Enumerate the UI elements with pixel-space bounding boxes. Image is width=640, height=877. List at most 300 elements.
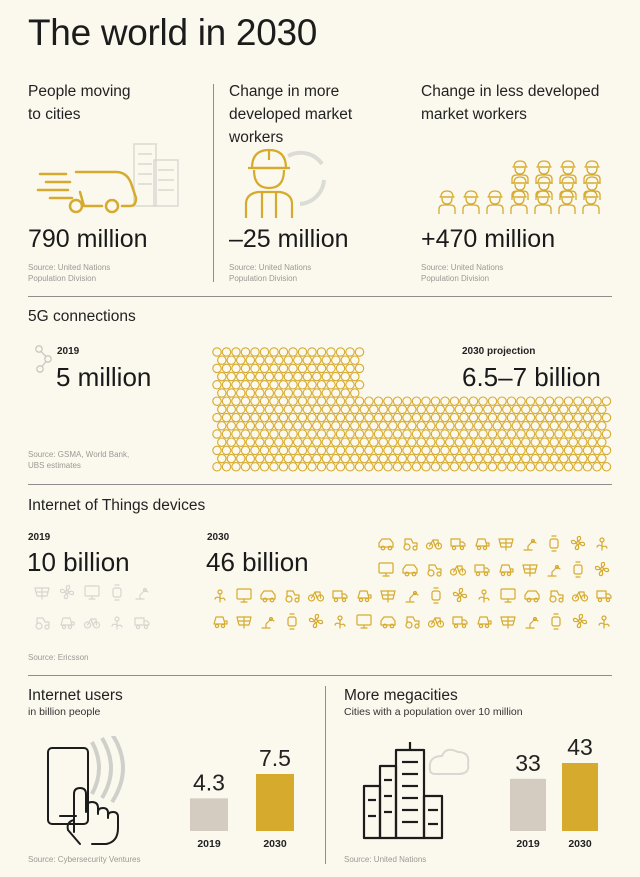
mixer-icon xyxy=(214,617,227,628)
section-divider xyxy=(28,296,612,297)
connection-dot xyxy=(360,405,368,413)
connection-dot xyxy=(446,405,454,413)
connection-dot xyxy=(294,422,302,430)
connection-dot xyxy=(389,422,397,430)
connection-dot xyxy=(265,405,273,413)
connection-dot xyxy=(560,454,568,462)
connection-dot xyxy=(265,356,273,364)
connection-dot xyxy=(284,405,292,413)
connection-dot xyxy=(398,422,406,430)
connection-dot xyxy=(465,405,473,413)
watch-icon xyxy=(574,562,582,577)
connection-dot xyxy=(422,413,430,421)
connection-dot xyxy=(422,430,430,438)
connection-dot xyxy=(412,397,420,405)
robot-arm-icon xyxy=(526,618,538,629)
connection-dot xyxy=(365,397,373,405)
connection-dot xyxy=(408,438,416,446)
connection-dot xyxy=(460,397,468,405)
less-developed-heading-line: Change in less developed xyxy=(421,83,600,100)
connection-dot xyxy=(279,446,287,454)
connection-dot xyxy=(422,463,430,471)
connection-dot xyxy=(284,454,292,462)
connection-dot xyxy=(341,405,349,413)
solar-icon xyxy=(501,617,515,628)
mixer-icon xyxy=(358,591,371,602)
connection-dot xyxy=(298,364,306,372)
connection-dot xyxy=(583,446,591,454)
connection-dot xyxy=(588,405,596,413)
connection-dot xyxy=(422,397,430,405)
five-g-heading: 5G connections xyxy=(28,308,136,325)
connection-dot xyxy=(260,413,268,421)
connection-dot xyxy=(602,413,610,421)
connection-dot xyxy=(284,372,292,380)
connection-dot xyxy=(370,438,378,446)
connection-dot xyxy=(507,463,515,471)
connection-dot xyxy=(260,430,268,438)
connection-dot xyxy=(526,430,534,438)
connection-dot xyxy=(384,397,392,405)
connection-dot xyxy=(493,405,501,413)
watch-icon xyxy=(113,585,121,600)
connection-dot xyxy=(403,463,411,471)
connection-dot xyxy=(317,430,325,438)
connection-dot xyxy=(569,405,577,413)
connection-dot xyxy=(517,413,525,421)
internet-users-source: Source: Cybersecurity Ventures xyxy=(28,855,141,864)
bar-value-label: 7.5 xyxy=(259,745,291,771)
watch-icon xyxy=(552,614,560,629)
connection-dot xyxy=(469,413,477,421)
connection-dot xyxy=(379,405,387,413)
connection-dot xyxy=(564,446,572,454)
delivery-van-icon xyxy=(36,132,186,220)
car-icon xyxy=(379,539,393,550)
connection-dot xyxy=(569,438,577,446)
connection-dot xyxy=(560,405,568,413)
column-divider xyxy=(213,84,214,282)
connection-dot xyxy=(275,454,283,462)
connection-dot xyxy=(588,422,596,430)
connection-dot xyxy=(275,389,283,397)
connection-dot xyxy=(355,446,363,454)
connection-dot xyxy=(232,463,240,471)
connection-dot xyxy=(237,454,245,462)
connection-dot xyxy=(545,413,553,421)
connection-dot xyxy=(503,438,511,446)
truck-icon xyxy=(451,539,465,550)
connection-dot xyxy=(417,454,425,462)
mixer-icon xyxy=(476,539,489,550)
iot-heading: Internet of Things devices xyxy=(28,497,206,514)
connection-dot xyxy=(298,413,306,421)
connection-dot xyxy=(550,405,558,413)
connection-dot xyxy=(351,438,359,446)
connection-dot xyxy=(275,422,283,430)
five-g-dot-pattern xyxy=(212,346,612,476)
monitor-icon xyxy=(357,615,371,628)
connection-dot xyxy=(332,372,340,380)
connection-dot xyxy=(488,446,496,454)
connection-dot xyxy=(308,446,316,454)
internet-users-subheading: in billion people xyxy=(28,706,101,718)
connection-dot xyxy=(545,397,553,405)
connection-dot xyxy=(574,397,582,405)
connection-dot xyxy=(213,446,221,454)
truck-icon xyxy=(333,591,347,602)
connection-dot xyxy=(246,405,254,413)
connection-dot xyxy=(227,454,235,462)
connection-dot xyxy=(251,364,259,372)
connection-dot xyxy=(289,430,297,438)
connection-dot xyxy=(522,454,530,462)
connection-dot xyxy=(222,348,230,356)
connection-dot xyxy=(275,356,283,364)
iot-source: Source: Ericsson xyxy=(28,653,89,662)
connection-dot xyxy=(555,463,563,471)
connection-dot xyxy=(303,389,311,397)
connection-dot xyxy=(298,430,306,438)
bar-year-label: 2030 xyxy=(568,838,592,850)
iot-devices-2019-icons xyxy=(30,582,160,642)
worker-figure-icon xyxy=(559,191,575,214)
connection-dot xyxy=(579,438,587,446)
connection-dot xyxy=(479,397,487,405)
connection-dot xyxy=(275,405,283,413)
connection-dot xyxy=(275,372,283,380)
connection-dot xyxy=(237,356,245,364)
connection-dot xyxy=(488,413,496,421)
connection-dot xyxy=(488,463,496,471)
connection-dot xyxy=(232,446,240,454)
flower-icon xyxy=(599,616,609,628)
fan-icon xyxy=(309,614,322,627)
connection-dot xyxy=(460,430,468,438)
connection-dot xyxy=(355,364,363,372)
connection-dot xyxy=(555,397,563,405)
connection-dot xyxy=(294,389,302,397)
connection-dot xyxy=(526,446,534,454)
connection-dot xyxy=(336,413,344,421)
connection-dot xyxy=(351,405,359,413)
connection-dot xyxy=(531,405,539,413)
connection-dot xyxy=(270,413,278,421)
connection-dot xyxy=(227,372,235,380)
robot-arm-icon xyxy=(524,540,536,551)
connection-dot xyxy=(384,413,392,421)
connection-dot xyxy=(598,454,606,462)
network-nodes-icon xyxy=(34,344,54,374)
megacities-heading: More megacities xyxy=(344,687,458,704)
connection-dot xyxy=(469,446,477,454)
connection-dot xyxy=(308,381,316,389)
connection-dot xyxy=(507,446,515,454)
tractor-icon xyxy=(404,539,417,550)
connection-dot xyxy=(237,372,245,380)
connection-dot xyxy=(355,430,363,438)
connection-dot xyxy=(455,454,463,462)
bar-value-label: 33 xyxy=(515,749,541,776)
truck-icon xyxy=(475,565,489,576)
connection-dot xyxy=(336,430,344,438)
moving-value: 790 million xyxy=(28,225,148,253)
connection-dot xyxy=(270,381,278,389)
connection-dot xyxy=(265,389,273,397)
connection-dot xyxy=(222,430,230,438)
flower-icon xyxy=(479,590,489,602)
connection-dot xyxy=(332,438,340,446)
fan-icon xyxy=(573,614,586,627)
connection-dot xyxy=(218,389,226,397)
connection-dot xyxy=(246,422,254,430)
connection-dot xyxy=(346,430,354,438)
connection-dot xyxy=(517,463,525,471)
solar-icon xyxy=(35,588,49,599)
connection-dot xyxy=(379,422,387,430)
connection-dot xyxy=(317,397,325,405)
connection-dot xyxy=(498,446,506,454)
connection-dot xyxy=(313,438,321,446)
connection-dot xyxy=(370,422,378,430)
connection-dot xyxy=(460,413,468,421)
connection-dot xyxy=(370,454,378,462)
connection-dot xyxy=(393,463,401,471)
connection-dot xyxy=(260,446,268,454)
connection-dot xyxy=(427,405,435,413)
connection-dot xyxy=(503,405,511,413)
watch-icon xyxy=(288,614,296,629)
connection-dot xyxy=(389,438,397,446)
connection-dot xyxy=(303,454,311,462)
connection-dot xyxy=(241,463,249,471)
connection-dot xyxy=(460,446,468,454)
connection-dot xyxy=(412,430,420,438)
connection-dot xyxy=(522,405,530,413)
connection-dot xyxy=(322,438,330,446)
connection-dot xyxy=(279,463,287,471)
connection-dot xyxy=(441,463,449,471)
connection-dot xyxy=(522,422,530,430)
watch-icon xyxy=(550,536,558,551)
connection-dot xyxy=(536,397,544,405)
connection-dot xyxy=(218,405,226,413)
developed-value: –25 million xyxy=(229,225,349,253)
connection-dot xyxy=(222,463,230,471)
connection-dot xyxy=(237,405,245,413)
connection-dot xyxy=(279,413,287,421)
connection-dot xyxy=(474,405,482,413)
mixer-icon xyxy=(478,617,491,628)
bike-icon xyxy=(429,618,444,627)
megacities-subheading: Cities with a population over 10 million xyxy=(344,706,523,718)
connection-dot xyxy=(227,405,235,413)
iot-devices-2030-icons xyxy=(210,533,620,643)
robot-arm-icon xyxy=(136,589,148,600)
connection-dot xyxy=(517,446,525,454)
connection-dot xyxy=(379,454,387,462)
connection-dot xyxy=(260,381,268,389)
connection-dot xyxy=(322,389,330,397)
connection-dot xyxy=(213,364,221,372)
truck-icon xyxy=(453,617,467,628)
connection-dot xyxy=(227,389,235,397)
connection-dot xyxy=(322,372,330,380)
connection-dot xyxy=(222,413,230,421)
connection-dot xyxy=(256,389,264,397)
connection-dot xyxy=(251,381,259,389)
monitor-icon xyxy=(237,589,251,602)
connection-dot xyxy=(232,348,240,356)
bar-year-label: 2030 xyxy=(263,838,287,850)
connection-dot xyxy=(237,389,245,397)
connection-dot xyxy=(227,356,235,364)
connection-dot xyxy=(531,422,539,430)
worker-figure-icon xyxy=(463,191,479,214)
truck-icon xyxy=(135,618,149,629)
connection-dot xyxy=(336,381,344,389)
connection-dot xyxy=(474,438,482,446)
connection-dot xyxy=(270,397,278,405)
connection-dot xyxy=(384,430,392,438)
connection-dot xyxy=(303,356,311,364)
bar-value-label: 43 xyxy=(567,734,593,760)
connection-dot xyxy=(517,430,525,438)
connection-dot xyxy=(526,463,534,471)
internet-users-heading: Internet users xyxy=(28,687,123,704)
connection-dot xyxy=(289,397,297,405)
connection-dot xyxy=(365,463,373,471)
connection-dot xyxy=(294,372,302,380)
connection-dot xyxy=(265,438,273,446)
connection-dot xyxy=(313,389,321,397)
connection-dot xyxy=(227,422,235,430)
connection-dot xyxy=(322,356,330,364)
connection-dot xyxy=(465,438,473,446)
connection-dot xyxy=(284,356,292,364)
connection-dot xyxy=(398,405,406,413)
connection-dot xyxy=(412,413,420,421)
connection-dot xyxy=(336,364,344,372)
five-g-value-2030: 6.5–7 billion xyxy=(462,362,601,392)
connection-dot xyxy=(450,413,458,421)
connection-dot xyxy=(327,381,335,389)
phone-touch-icon xyxy=(40,736,140,846)
connection-dot xyxy=(455,438,463,446)
connection-dot xyxy=(341,454,349,462)
monitor-icon xyxy=(379,563,393,576)
connection-dot xyxy=(374,413,382,421)
connection-dot xyxy=(308,430,316,438)
connection-dot xyxy=(593,430,601,438)
less-developed-heading xyxy=(421,80,599,126)
connection-dot xyxy=(574,430,582,438)
connection-dot xyxy=(222,364,230,372)
connection-dot xyxy=(498,413,506,421)
connection-dot xyxy=(517,397,525,405)
connection-dot xyxy=(213,413,221,421)
connection-dot xyxy=(351,454,359,462)
connection-dot xyxy=(408,422,416,430)
connection-dot xyxy=(465,422,473,430)
connection-dot xyxy=(512,454,520,462)
connection-dot xyxy=(417,422,425,430)
connection-dot xyxy=(393,397,401,405)
connection-dot xyxy=(336,463,344,471)
connection-dot xyxy=(541,454,549,462)
connection-dot xyxy=(574,413,582,421)
connection-dot xyxy=(583,413,591,421)
iot-value-2030: 46 billion xyxy=(206,547,309,577)
connection-dot xyxy=(284,422,292,430)
connection-dot xyxy=(403,446,411,454)
connection-dot xyxy=(327,413,335,421)
tractor-icon xyxy=(428,565,441,576)
connection-dot xyxy=(550,454,558,462)
worker-figure-icon xyxy=(583,191,599,214)
connection-dot xyxy=(303,422,311,430)
connection-dot xyxy=(241,397,249,405)
connection-dot xyxy=(222,446,230,454)
fan-icon xyxy=(60,585,73,598)
column-divider xyxy=(325,686,326,864)
connection-dot xyxy=(479,413,487,421)
connection-dot xyxy=(308,348,316,356)
connection-dot xyxy=(270,446,278,454)
connection-dot xyxy=(417,405,425,413)
connection-dot xyxy=(222,397,230,405)
connection-dot xyxy=(431,430,439,438)
connection-dot xyxy=(389,405,397,413)
connection-dot xyxy=(298,381,306,389)
connection-dot xyxy=(602,446,610,454)
connection-dot xyxy=(441,430,449,438)
developed-source-line: Source: United Nations xyxy=(229,263,312,272)
connection-dot xyxy=(465,454,473,462)
connection-dot xyxy=(308,463,316,471)
moving-heading-line: People moving xyxy=(28,83,131,100)
iot-value-2019: 10 billion xyxy=(27,547,130,577)
connection-dot xyxy=(469,397,477,405)
connection-dot xyxy=(336,397,344,405)
connection-dot xyxy=(536,446,544,454)
connection-dot xyxy=(322,422,330,430)
connection-dot xyxy=(526,397,534,405)
connection-dot xyxy=(232,430,240,438)
less-developed-value: +470 million xyxy=(421,225,556,253)
connection-dot xyxy=(398,438,406,446)
connection-dot xyxy=(284,438,292,446)
connection-dot xyxy=(313,372,321,380)
connection-dot xyxy=(569,422,577,430)
five-g-year-2019: 2019 xyxy=(57,346,80,357)
bar-year-label: 2019 xyxy=(516,838,540,850)
connection-dot xyxy=(598,422,606,430)
connection-dot xyxy=(251,397,259,405)
connection-dot xyxy=(355,463,363,471)
connection-dot xyxy=(374,446,382,454)
connection-dot xyxy=(270,463,278,471)
car-icon xyxy=(403,565,417,576)
connection-dot xyxy=(422,446,430,454)
connection-dot xyxy=(560,438,568,446)
connection-dot xyxy=(303,372,311,380)
connection-dot xyxy=(455,422,463,430)
connection-dot xyxy=(441,397,449,405)
connection-dot xyxy=(583,463,591,471)
connection-dot xyxy=(260,348,268,356)
connection-dot xyxy=(579,422,587,430)
